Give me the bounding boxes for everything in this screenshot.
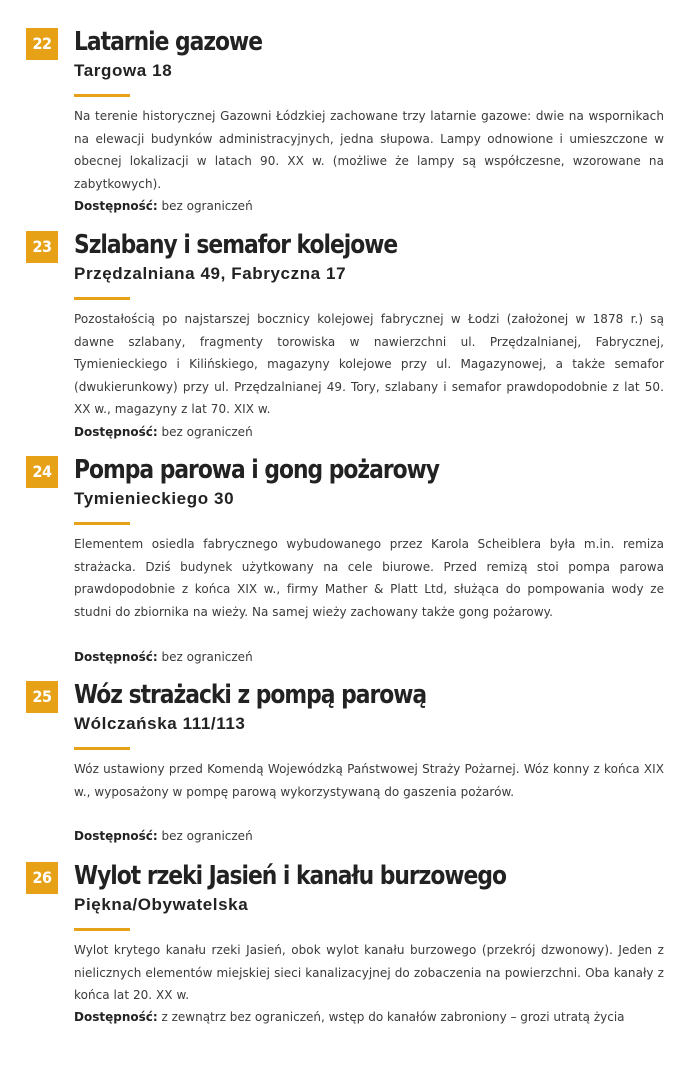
entry-description: Na terenie historycznej Gazowni Łódzkiej zachowane trzy latarnie gazowe: dwie na wspornikach na elewacji budynków administracyjnych, jedna słupowa. Lampy odnowione i umieszczone w obecnej lokalizacji w latach 90. XX w. (możliwe że lampy są współczesne, wzorowane na zabytkowych).: [74, 109, 664, 191]
access-label: Dostępność:: [74, 199, 158, 213]
entry-number-badge: 22: [26, 28, 58, 60]
entry-title: Wóz strażacki z pompą parową: [74, 680, 427, 710]
access-value: bez ograniczeń: [161, 650, 253, 664]
entry-address: Tymienieckiego 30: [74, 489, 235, 508]
entry-access: [74, 1006, 664, 1029]
entry-description: Wóz ustawiony przed Komendą Wojewódzką Państwowej Straży Pożarnej. Wóz konny z końca XIX w., wyposażony w pompę parową wykorzystywaną do gaszenia pożarów.: [74, 762, 664, 799]
accent-divider: [74, 522, 130, 525]
access-value: bez ograniczeń: [161, 829, 253, 843]
entry-access: [74, 825, 664, 848]
entry-number-badge: 26: [26, 862, 58, 894]
entry-address: Przędzalniana 49, Fabryczna 17: [74, 264, 347, 283]
entry-description: Elementem osiedla fabrycznego wybudowanego przez Karola Scheiblera była m.in. remiza strażacka. Dziś budynek użytkowany na cele biurowe. Przed remizą stoi pompa parowa prawdopodobnie z końca XIX w., firmy Mather & Platt Ltd, służąca do pompowania wody ze studni do zbiornika na wieży. Na samej wieży zachowany także gong pożarowy.: [74, 537, 664, 619]
entry-title: Szlabany i semafor kolejowe: [74, 230, 398, 260]
accent-divider: [74, 297, 130, 300]
entry-number-badge: 23: [26, 231, 58, 263]
accent-divider: [74, 928, 130, 931]
access-label: Dostępność:: [74, 829, 158, 843]
entry-access: [74, 195, 664, 218]
access-value: bez ograniczeń: [161, 425, 253, 439]
entry-title: Latarnie gazowe: [74, 27, 263, 57]
entry-number-badge: 24: [26, 456, 58, 488]
entry-title: Pompa parowa i gong pożarowy: [74, 455, 439, 485]
access-label: Dostępność:: [74, 425, 158, 439]
entry-description: Wylot krytego kanału rzeki Jasień, obok wylot kanału burzowego (przekrój dzwonowy). Jeden z nielicznych elementów miejskiej sieci kanalizacyjnej do zobaczenia na powierzchni. Oba kanały z końca lat 20. XX w.: [74, 943, 664, 1003]
entry-title: Wylot rzeki Jasień i kanału burzowego: [74, 861, 506, 891]
accent-divider: [74, 94, 130, 97]
entry-number-badge: 25: [26, 681, 58, 713]
entry-address: Wólczańska 111/113: [74, 714, 246, 733]
access-value: z zewnątrz bez ograniczeń, wstęp do kanałów zabroniony – grozi utratą życia: [161, 1010, 625, 1024]
entry-access: [74, 421, 664, 444]
entry-address: Piękna/Obywatelska: [74, 895, 249, 914]
entry-description: Pozostałością po najstarszej bocznicy kolejowej fabrycznej w Łodzi (założonej w 1878 r.) są dawne szlabany, fragmenty torowiska w nawierzchni ul. Przędzalnianej, Fabrycznej, Tymienieckiego i Kilińskiego, magazyny kolejowe przy ul. Magazynowej, a także semafor (dwukierunkowy) przy ul. Przędzalnianej 49. Tory, szlabany i semafor prawdopodobnie z lat 50. XX w., magazyny z lat 70. XIX w.: [74, 312, 664, 417]
entry-access: [74, 646, 664, 669]
access-label: Dostępność:: [74, 650, 158, 664]
accent-divider: [74, 747, 130, 750]
access-value: bez ograniczeń: [161, 199, 253, 213]
entry-address: Targowa 18: [74, 61, 173, 80]
access-label: Dostępność:: [74, 1010, 158, 1024]
